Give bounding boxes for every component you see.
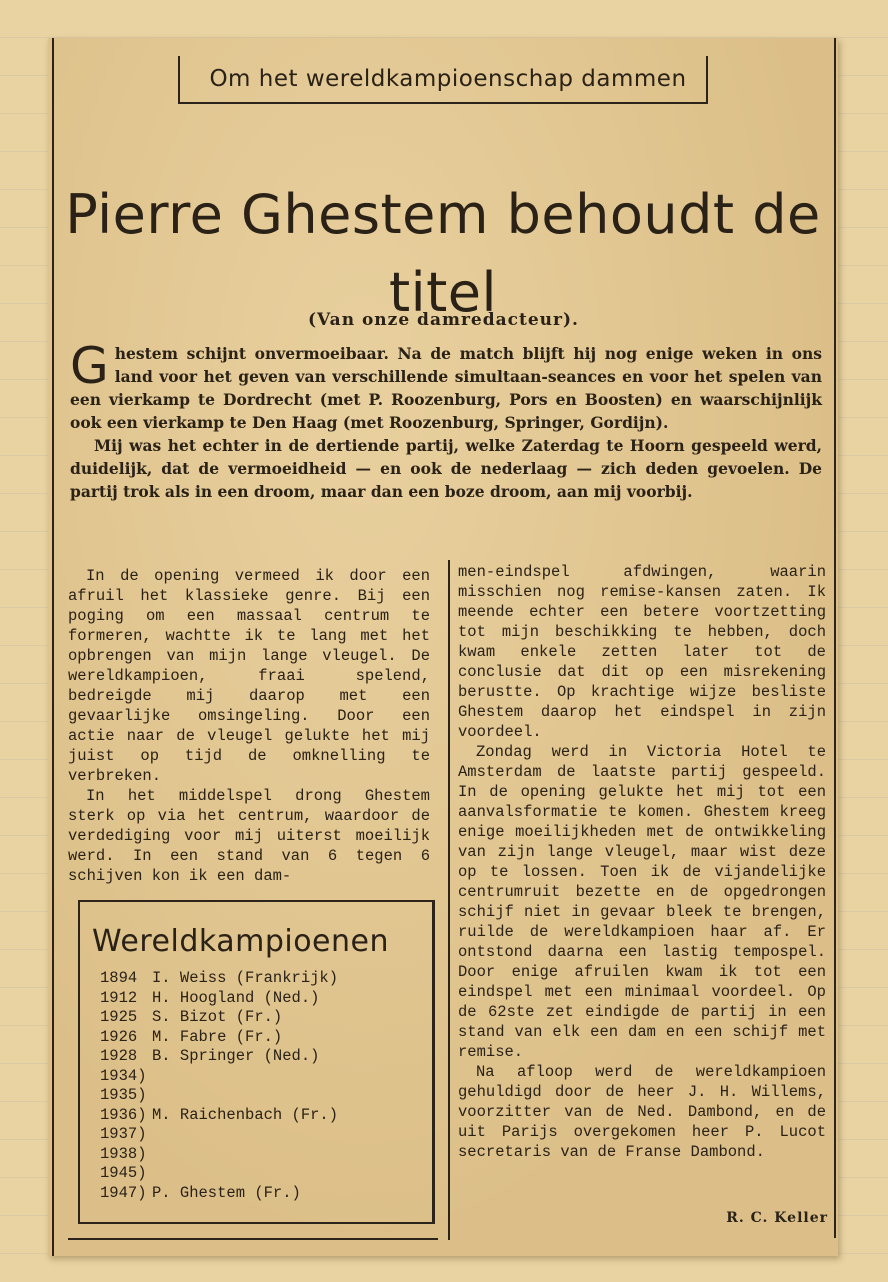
column-divider xyxy=(448,560,450,1240)
champion-name: M. Raichenbach (Fr.) xyxy=(152,1105,339,1124)
lead-paragraph-1-text: hestem schijnt onvermoeibaar. Na de match blijft hij nog enige weken in ons land voor het geven van verschillende simultaan-seances en voor het spelen van een vierkamp te Dordrecht (met P. Roozenburg, Pors en Boosten) en waarschijnlijk ook een vierkamp te Den Haag (met Roozenburg, Springer, Gordijn). xyxy=(70,344,822,432)
lead-paragraph-1 xyxy=(70,337,822,434)
champion-year: 1912 xyxy=(100,988,138,1007)
drop-cap: G xyxy=(70,337,109,395)
champion-row xyxy=(80,1125,432,1145)
champion-year: 1925 xyxy=(100,1008,138,1026)
lead-paragraphs xyxy=(70,337,822,503)
newspaper-clipping xyxy=(48,38,838,1256)
champions-title: Wereldkampioenen xyxy=(92,924,389,959)
champion-year: 1936) xyxy=(100,1105,147,1124)
right-paragraph-2: Zondag werd in Victoria Hotel te Amsterdam de laatste partij gespeeld. In de opening gelukte het mij tot een aanvalsformatie te komen. Ghestem kreeg enige moeilijkheden met de ontwikkeling van zijn lange vleugel, maar wist deze op te lossen. Toen ik de vijandelijke centrumruit bezette en de opgedrongen schijf niet in gevaar bleek te brengen, ruilde de wereldkampioen haar af. Er ontstond daarna een lastig tempospel. Door enige afruilen kwam ik tot een eindspel met een minimaal voordeel. Op de 62ste zet eindigde de partij in een stand van elk een dam en een schijf met remise. xyxy=(458,743,826,1061)
champion-name: S. Bizot (Fr.) xyxy=(152,1008,283,1026)
right-paragraph-3: Na afloop werd de wereldkampioen gehuldigd door de heer J. H. Willems, voorzitter van de Ned. Dambond, en de uit Parijs overgekomen heer P. Lucot secretaris van de Franse Dambond. xyxy=(458,1063,826,1161)
champion-name: B. Springer (Ned.) xyxy=(152,1047,320,1065)
right-paragraph-1: men-eindspel afdwingen, waarin misschien nog remise-kansen zaten. Ik meende echter een betere voortzetting tot mijn beschikking te hebben, doch kwam enkele zetten later tot de conclusie dat dit op een misrekening berustte. Op krachtige wijze besliste Ghestem daarop het eindspel in zijn voordeel. xyxy=(458,563,826,741)
left-border-rule xyxy=(52,38,54,1256)
left-paragraph-1: In de opening vermeed ik door een afruil het klassieke genre. Bij een poging om een massaal centrum te formeren, wachtte ik te lang met het opbrengen van mijn lange vleugel. De wereldkampioen, fraai spelend, bedreigde mij daarop met een gevaarlijke omsingeling. Door een actie naar de vleugel gelukte het mij juist op tijd de omknelling te verbreken. xyxy=(68,567,430,785)
champion-year: 1928 xyxy=(100,1047,138,1065)
champion-year: 1937) xyxy=(100,1125,147,1143)
champion-name: I. Weiss (Frankrijk) xyxy=(152,969,339,987)
champions-list xyxy=(80,969,432,1203)
champion-row xyxy=(80,1145,432,1165)
kicker: Om het wereldkampioenschap dammen xyxy=(209,66,687,92)
left-paragraph-2: In het middelspel drong Ghestem sterk op via het centrum, waardoor de verdediging voor mij uiterst moeilijk werd. In een stand van 6 tegen 6 schijven kon ik een dam- xyxy=(68,787,430,885)
champion-year: 1945) xyxy=(100,1164,147,1182)
champion-row xyxy=(80,1047,432,1067)
right-border-rule xyxy=(834,38,836,1238)
champion-row xyxy=(80,989,432,1009)
champion-row xyxy=(80,1086,432,1106)
champion-year: 1938) xyxy=(100,1144,147,1163)
champion-year: 1935) xyxy=(100,1086,147,1104)
champion-name: M. Fabre (Fr.) xyxy=(152,1027,283,1046)
champion-row xyxy=(80,1067,432,1087)
champion-year: 1934) xyxy=(100,1066,147,1085)
champion-name: H. Hoogland (Ned.) xyxy=(152,988,320,1007)
kicker-left-rule xyxy=(178,56,180,104)
byline: (Van onze damredacteur). xyxy=(308,310,579,330)
kicker-underline xyxy=(178,102,708,104)
champion-row xyxy=(80,1184,432,1204)
champions-box xyxy=(78,900,435,1224)
champion-row xyxy=(80,1008,432,1028)
champion-year: 1926 xyxy=(100,1027,138,1046)
champion-row xyxy=(80,1164,432,1184)
lead-paragraph-2: Mij was het echter in de dertiende partij, welke Zaterdag te Hoorn gespeeld werd, duidelijk, dat de vermoeidheid — en ook de nederlaag — zich deden gevoelen. De partij trok als in een droom, maar dan een boze droom, aan mij voorbij. xyxy=(70,436,822,501)
champion-year: 1947) xyxy=(100,1183,147,1202)
champion-row xyxy=(80,1106,432,1126)
champion-name: P. Ghestem (Fr.) xyxy=(152,1183,301,1202)
champion-row xyxy=(80,1028,432,1048)
champion-row xyxy=(80,969,432,989)
headline: Pierre Ghestem behoudt de titel xyxy=(65,183,821,325)
author-signature: R. C. Keller xyxy=(726,1210,828,1226)
champion-year: 1894 xyxy=(100,969,138,987)
left-column xyxy=(68,566,430,886)
bottom-border-rule xyxy=(68,1238,438,1240)
right-column xyxy=(458,562,826,1162)
